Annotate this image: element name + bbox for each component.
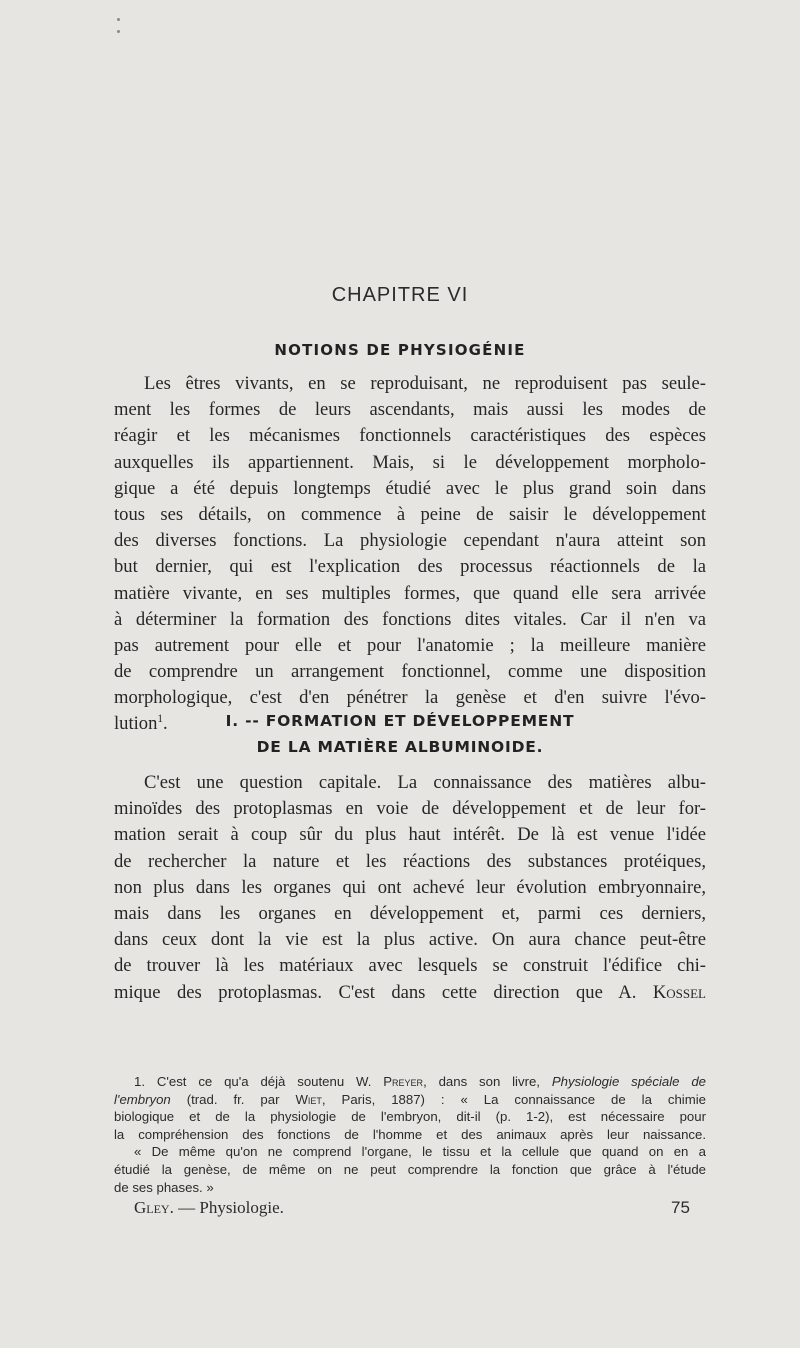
footnote: [114, 1073, 706, 1196]
footnote-line: « De même qu'on ne comprend l'organe, le tissu et la cellule que quand on en a: [134, 1144, 706, 1160]
text-line: but dernier, qui est l'explication des processus réactionnels de la: [114, 556, 706, 578]
text-line: [114, 980, 706, 1006]
text-line: mation serait à coup sûr du plus haut intérêt. De là est venue l'idée: [114, 824, 706, 846]
text-line: à déterminer la formation des fonctions dites vitales. Car il n'en va: [114, 608, 706, 630]
section-heading-line-2: DE LA MATIÈRE ALBUMINOIDE.: [256, 738, 544, 756]
text-line: de rechercher la nature et les réactions des substances protéiques,: [114, 850, 706, 872]
chapter-label: CHAPITRE VI: [331, 284, 469, 306]
book-title: l'embryon: [114, 1091, 171, 1107]
text-line: gique a été depuis longtemps étudié avec le plus grand soin dans: [114, 477, 706, 499]
author-name: Wiet: [295, 1091, 322, 1107]
author-name: Preyer: [383, 1074, 424, 1089]
text-fragment: , dans son livre,: [423, 1074, 540, 1089]
text-fragment: (trad. fr. par: [186, 1091, 280, 1107]
text-fragment: .: [162, 713, 168, 735]
text-line: Les êtres vivants, en se reproduisant, ne reproduisent pas seule-: [144, 373, 706, 394]
book-title: Physiologie spéciale de: [551, 1074, 707, 1089]
footnote-line: biologique et de la physiologie de l'embryon, dit-il (p. 1-2), est nécessaire pour: [114, 1109, 706, 1125]
text-line: dans ceux dont la vie est la plus active. On aura chance peut-être: [114, 929, 706, 951]
text-line: de trouver là les matériaux avec lesquels se construit l'édifice chi-: [114, 955, 706, 977]
print-speck: [117, 18, 120, 21]
footnote-line: [114, 1073, 706, 1091]
text-line: réagir et les mécanismes fonctionnels caractéristiques des espèces: [114, 425, 706, 447]
text-line: ment les formes de leurs ascendants, mais aussi les modes de: [114, 399, 706, 421]
text-line: tous ses détails, on commence à peine de saisir le développement: [114, 503, 706, 525]
text-line: pas autrement pour elle et pour l'anatomie ; la meilleure manière: [114, 634, 706, 656]
intro-paragraph: [114, 371, 706, 738]
footnote-line: [114, 1091, 706, 1109]
footnote-line: de ses phases. »: [114, 1179, 214, 1195]
text-fragment: , Paris, 1887) : « La connaissance de la chimie: [321, 1091, 706, 1107]
page-number: 75: [671, 1198, 690, 1217]
author-name: Kossel: [652, 981, 706, 1003]
text-line: auxquelles ils appartiennent. Mais, si le développement morpholo-: [114, 451, 706, 473]
text-line: mais dans les organes en développement et, parmi ces derniers,: [114, 902, 706, 924]
section-paragraph: [114, 770, 706, 1006]
text-fragment: mique des protoplasmas. C'est dans cette direction que A.: [114, 981, 637, 1003]
footnote-marker[interactable]: 1: [157, 713, 163, 726]
text-line: des diverses fonctions. La physiologie cependant n'aura atteint son: [114, 530, 706, 552]
text-line: minoïdes des protoplasmas en voie de développement et de leur for-: [114, 798, 706, 820]
print-speck: [117, 30, 120, 33]
text-line: matière vivante, en ses multiples formes, que quand elle sera arrivée: [114, 582, 706, 604]
chapter-title: NOTIONS DE PHYSIOGÉNIE: [274, 341, 526, 359]
text-fragment: lution: [114, 713, 158, 735]
footnote-line: étudié la genèse, de même on ne peut comprendre la fonction que grâce à l'étude: [114, 1161, 706, 1177]
footnote-line: la compréhension des fonctions de l'homme et des animaux après leur naissance.: [114, 1126, 706, 1142]
text-line: de comprendre un arrangement fonctionnel, comme une disposition: [114, 661, 706, 683]
footer-signature: [134, 1198, 284, 1218]
section-heading-line-1: I. -- FORMATION ET DÉVELOPPEMENT: [225, 712, 575, 730]
book-title: . — Physiologie.: [169, 1198, 284, 1217]
text-fragment: 1. C'est ce qu'a déjà soutenu W.: [134, 1074, 372, 1089]
text-line: non plus dans les organes qui ont achevé leur évolution embryonnaire,: [114, 876, 706, 898]
text-line: C'est une question capitale. La connaissance des matières albu-: [144, 772, 706, 793]
author-name: Gley: [134, 1198, 170, 1217]
text-line: morphologique, c'est d'en pénétrer la genèse et d'en suivre l'évo-: [114, 687, 706, 709]
